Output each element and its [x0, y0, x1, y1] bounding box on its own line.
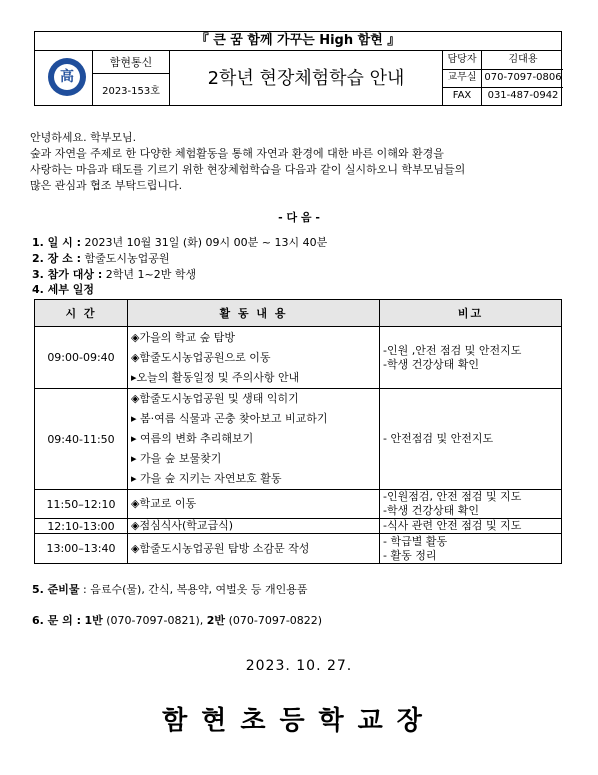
note-item: - 안전점검 및 안전지도: [383, 432, 494, 445]
column-header-note: 비고: [380, 300, 562, 327]
contact-value: 김대용: [508, 54, 538, 65]
info-value: 2023년 10월 31일 (화) 09시 00분 ~ 13시 40분: [84, 236, 328, 249]
document-title: 2학년 현장체험학습 안내: [207, 68, 405, 89]
column-header-time: 시 간: [35, 300, 128, 327]
note-item: - 활동 정리: [383, 548, 437, 562]
info-schedule: [32, 281, 94, 297]
cell-activities: [128, 519, 380, 534]
contact-row-manager: [443, 51, 563, 69]
cell-notes: [380, 389, 562, 490]
contact-key: FAX: [443, 87, 482, 105]
note-item: -인원 ,안전 점검 및 안전지도: [383, 343, 522, 357]
table-row: [35, 327, 562, 389]
cell-time: 13:00–13:40: [35, 534, 128, 564]
greeting-line: 안녕하세요. 학부모님.: [30, 131, 137, 144]
issue-date: 2023. 10. 27.: [245, 658, 353, 674]
activity-item: ▸ 가을 숲 보물찾기: [131, 452, 222, 465]
note-item: -인원점검, 안전 점검 및 지도: [383, 490, 522, 503]
activity-item: ▸ 가을 숲 지키는 자연보호 활동: [131, 472, 282, 485]
publication-number: 2023-153호: [102, 86, 160, 97]
info-date: [32, 234, 327, 250]
schedule-table: [34, 299, 562, 564]
info-participants: [32, 266, 196, 282]
info-label: 6. 문 의 :: [32, 614, 81, 627]
contact-row-fax: [443, 87, 563, 105]
table-row: [35, 389, 562, 490]
info-inquiry: [32, 612, 322, 628]
activity-item: ◈함줄도시농업공원 및 생태 익히기: [131, 392, 299, 405]
column-header-activity: 활 동 내 용: [128, 300, 380, 327]
info-value: 함줄도시농업공원: [84, 252, 170, 265]
activity-item: ▸오늘의 활동일정 및 주의사항 안내: [131, 370, 300, 384]
greeting-line: 많은 관심과 협조 부탁드립니다.: [30, 179, 183, 192]
activity-item: ◈함줄도시농업공원 탐방 소감문 작성: [131, 541, 310, 555]
note-item: - 학급별 활동: [383, 534, 448, 548]
school-principal-signature: 함현초등학교장: [162, 706, 436, 736]
phone-number: (070-7097-0821),: [106, 614, 204, 627]
info-place: [32, 250, 170, 266]
school-slogan: 『 큰 꿈 함께 가꾸는 High 함현 』: [34, 31, 562, 51]
contact-row-office: [443, 69, 563, 87]
cell-notes: [380, 534, 562, 564]
greeting-line: 사랑하는 마음과 태도를 기르기 위한 현장체험학습을 다음과 같이 실시하오니 학부모님들의: [30, 163, 466, 176]
cell-activities: [128, 534, 380, 564]
greeting-line: 숲과 자연을 주제로 한 다양한 체험활동을 통해 자연과 환경에 대한 바른 이해와 환경을: [30, 147, 444, 160]
table-row: [35, 534, 562, 564]
info-label: 4. 세부 일정: [32, 283, 94, 296]
cell-activities: [128, 389, 380, 490]
school-logo-icon: 高: [48, 58, 86, 96]
contact-key: 담당자: [443, 51, 482, 69]
divider: [92, 73, 170, 74]
info-label: 5. 준비물: [32, 583, 80, 596]
info-supplies: [32, 581, 307, 597]
publication-name: 함현통신: [109, 56, 153, 69]
contact-box: [442, 51, 562, 106]
activity-item: ▸ 여름의 변화 추리해보기: [131, 432, 254, 445]
note-item: -식사 관련 안전 점검 및 지도: [383, 519, 522, 532]
cell-time: 12:10-13:00: [35, 519, 128, 534]
activity-item: ◈학교로 이동: [131, 497, 197, 510]
activity-item: ◈점심식사(학교급식): [131, 519, 234, 532]
cell-activities: [128, 490, 380, 519]
greeting-paragraph: [30, 130, 560, 194]
table-row: [35, 519, 562, 534]
class-label: 1반: [84, 614, 103, 627]
info-label: 3. 참가 대상 :: [32, 268, 103, 281]
cell-notes: [380, 519, 562, 534]
contact-key: 교무실: [443, 69, 482, 87]
cell-time: 11:50–12:10: [35, 490, 128, 519]
activity-item: ▸ 봄·여름 식물과 곤충 찾아보고 비교하기: [131, 412, 328, 425]
cell-notes: [380, 327, 562, 389]
info-value: 2학년 1~2반 학생: [105, 268, 197, 281]
activity-item: ◈함줄도시농업공원으로 이동: [131, 350, 271, 364]
note-item: -학생 건강상태 확인: [383, 357, 479, 371]
contact-value: 031-487-0942: [487, 90, 559, 101]
table-header-row: [35, 300, 562, 327]
cell-notes: [380, 490, 562, 519]
contact-value: 070-7097-0806: [484, 72, 562, 83]
info-value: : 음료수(물), 간식, 복용약, 여벌옷 등 개인용품: [83, 583, 308, 596]
section-divider-text: - 다 음 -: [278, 211, 320, 224]
cell-time: 09:00-09:40: [35, 327, 128, 389]
note-item: -학생 건강상태 확인: [383, 504, 479, 517]
info-label: 1. 일 시 :: [32, 236, 81, 249]
activity-item: ◈가을의 학교 숲 탐방: [131, 330, 235, 344]
info-label: 2. 장 소 :: [32, 252, 81, 265]
table-row: [35, 490, 562, 519]
cell-activities: [128, 327, 380, 389]
phone-number: (070-7097-0822): [228, 614, 323, 627]
class-label: 2반: [206, 614, 226, 627]
cell-time: 09:40-11:50: [35, 389, 128, 490]
